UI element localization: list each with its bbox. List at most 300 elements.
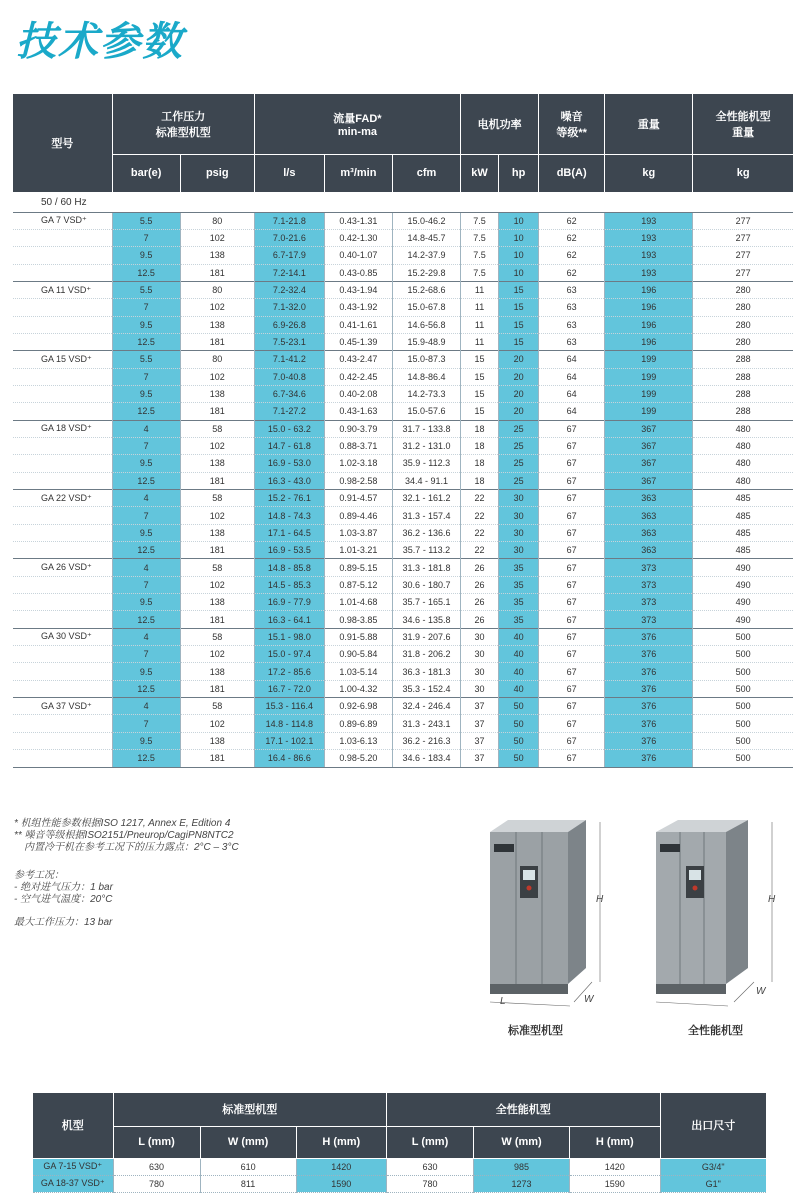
table-cell: 62 xyxy=(539,212,605,229)
table-cell: 31.2 - 131.0 xyxy=(392,437,460,454)
table-cell: 12.5 xyxy=(112,333,180,350)
table-cell: 58 xyxy=(180,628,254,645)
table-cell: 18 xyxy=(461,472,499,489)
table-cell: 7.5-23.1 xyxy=(254,333,324,350)
table-cell: 500 xyxy=(693,698,793,715)
table-cell: 62 xyxy=(539,229,605,246)
table-cell: 16.3 - 64.1 xyxy=(254,611,324,628)
table-cell: 22 xyxy=(461,490,499,507)
table-cell: 9.5 xyxy=(112,732,180,749)
dim-table-cell: 1420 xyxy=(296,1158,386,1175)
dim-table-row xyxy=(33,1158,766,1175)
table-row xyxy=(13,316,793,333)
table-cell: 15.2 - 76.1 xyxy=(254,490,324,507)
model-name-empty xyxy=(13,524,112,541)
unit-header: kg xyxy=(605,154,693,192)
dim-table-cell: G3/4" xyxy=(660,1158,766,1175)
table-cell: 58 xyxy=(180,698,254,715)
table-cell: 62 xyxy=(539,264,605,281)
table-cell: 35.9 - 112.3 xyxy=(392,455,460,472)
table-cell: 15.3 - 116.4 xyxy=(254,698,324,715)
unit-header: dB(A) xyxy=(539,154,605,192)
table-cell: 20 xyxy=(499,403,539,420)
header-noise: 噪音 等级** xyxy=(539,94,605,154)
table-cell: 288 xyxy=(693,368,793,385)
table-cell: 9.5 xyxy=(112,316,180,333)
table-cell: 0.98-3.85 xyxy=(324,611,392,628)
table-cell: 102 xyxy=(180,299,254,316)
table-cell: 67 xyxy=(539,611,605,628)
table-cell: 199 xyxy=(605,351,693,368)
dim-unit-header: W (mm) xyxy=(200,1126,296,1158)
table-cell: 67 xyxy=(539,715,605,732)
table-cell: 25 xyxy=(499,472,539,489)
table-cell: 1.03-6.13 xyxy=(324,732,392,749)
table-cell: 14.8-45.7 xyxy=(392,229,460,246)
table-cell: 0.45-1.39 xyxy=(324,333,392,350)
table-cell: 1.00-4.32 xyxy=(324,680,392,697)
table-cell: 277 xyxy=(693,229,793,246)
dim-unit-header: L (mm) xyxy=(386,1126,473,1158)
header-pressure: 工作压力 标准型机型 xyxy=(112,94,254,154)
table-cell: 12.5 xyxy=(112,611,180,628)
table-cell: 30.6 - 180.7 xyxy=(392,576,460,593)
table-cell: 37 xyxy=(461,698,499,715)
table-cell: 30 xyxy=(461,663,499,680)
unit-header: psig xyxy=(180,154,254,192)
table-cell: 9.5 xyxy=(112,524,180,541)
model-name-empty xyxy=(13,368,112,385)
table-row xyxy=(13,472,793,489)
dim-table-cell: 610 xyxy=(200,1158,296,1175)
label-l: L xyxy=(500,996,506,1007)
model-name: GA 7 VSD⁺ xyxy=(13,212,112,229)
page-title: 技术参数 xyxy=(16,20,184,64)
header-weight: 重量 xyxy=(605,94,693,154)
table-cell: 376 xyxy=(605,750,693,767)
table-cell: 367 xyxy=(605,455,693,472)
table-cell: 0.98-5.20 xyxy=(324,750,392,767)
table-cell: 0.42-2.45 xyxy=(324,368,392,385)
table-cell: 288 xyxy=(693,351,793,368)
table-cell: 196 xyxy=(605,333,693,350)
table-row xyxy=(13,628,793,645)
table-cell: 376 xyxy=(605,628,693,645)
table-cell: 9.5 xyxy=(112,663,180,680)
table-cell: 1.02-3.18 xyxy=(324,455,392,472)
table-cell: 0.41-1.61 xyxy=(324,316,392,333)
table-cell: 0.43-1.94 xyxy=(324,281,392,298)
model-name-empty xyxy=(13,472,112,489)
table-cell: 280 xyxy=(693,316,793,333)
table-cell: 17.2 - 85.6 xyxy=(254,663,324,680)
table-row xyxy=(13,385,793,402)
table-cell: 14.5 - 85.3 xyxy=(254,576,324,593)
table-cell: 181 xyxy=(180,750,254,767)
table-cell: 0.43-2.47 xyxy=(324,351,392,368)
model-name-empty xyxy=(13,385,112,402)
table-cell: 11 xyxy=(461,333,499,350)
table-cell: 7 xyxy=(112,507,180,524)
note-3: 内置冷干机在参考工况下的压力露点：2°C – 3°C xyxy=(24,842,239,853)
table-cell: 0.98-2.58 xyxy=(324,472,392,489)
table-cell: 80 xyxy=(180,212,254,229)
table-cell: 16.3 - 43.0 xyxy=(254,472,324,489)
table-cell: 367 xyxy=(605,420,693,437)
table-cell: 373 xyxy=(605,594,693,611)
table-cell: 138 xyxy=(180,247,254,264)
label-h: H xyxy=(596,894,604,905)
table-cell: 0.89-4.46 xyxy=(324,507,392,524)
ref-2: - 空气进气温度：20°C xyxy=(14,894,113,905)
table-cell: 196 xyxy=(605,316,693,333)
table-cell: 7 xyxy=(112,646,180,663)
table-cell: 31.3 - 243.1 xyxy=(392,715,460,732)
dim-table-cell: 780 xyxy=(113,1175,200,1192)
table-cell: 15.0 - 97.4 xyxy=(254,646,324,663)
table-cell: 50 xyxy=(499,750,539,767)
table-cell: 12.5 xyxy=(112,750,180,767)
table-cell: 7.5 xyxy=(461,264,499,281)
table-cell: 102 xyxy=(180,646,254,663)
table-cell: 15.2-29.8 xyxy=(392,264,460,281)
table-cell: 138 xyxy=(180,316,254,333)
table-cell: 10 xyxy=(499,247,539,264)
table-cell: 15.2-68.6 xyxy=(392,281,460,298)
table-cell: 32.4 - 246.4 xyxy=(392,698,460,715)
table-cell: 67 xyxy=(539,646,605,663)
table-cell: 64 xyxy=(539,351,605,368)
table-cell: 376 xyxy=(605,646,693,663)
table-cell: 0.43-1.63 xyxy=(324,403,392,420)
table-row xyxy=(13,524,793,541)
note-2: ** 噪音等级根据ISO2151/Pneurop/CagiPN8NTC2 xyxy=(14,830,234,841)
table-cell: 10 xyxy=(499,229,539,246)
table-cell: 67 xyxy=(539,732,605,749)
table-cell: 7.1-41.2 xyxy=(254,351,324,368)
table-cell: 500 xyxy=(693,628,793,645)
table-cell: 12.5 xyxy=(112,264,180,281)
table-cell: 12.5 xyxy=(112,403,180,420)
table-cell: 0.40-2.08 xyxy=(324,385,392,402)
table-cell: 0.89-5.15 xyxy=(324,559,392,576)
full-feature-machine-image xyxy=(648,818,788,1008)
dim-table-cell: G1" xyxy=(660,1175,766,1192)
table-cell: 485 xyxy=(693,542,793,559)
table-cell: 67 xyxy=(539,490,605,507)
table-row xyxy=(13,212,793,229)
table-cell: 36.3 - 181.3 xyxy=(392,663,460,680)
table-cell: 15.0 - 63.2 xyxy=(254,420,324,437)
dimension-table xyxy=(33,1093,766,1193)
table-cell: 0.89-6.89 xyxy=(324,715,392,732)
table-cell: 480 xyxy=(693,437,793,454)
model-name-empty xyxy=(13,750,112,767)
table-cell: 64 xyxy=(539,368,605,385)
dim-header-outlet: 出口尺寸 xyxy=(660,1093,766,1158)
unit-header: m³/min xyxy=(324,154,392,192)
table-row xyxy=(13,229,793,246)
model-name-empty xyxy=(13,403,112,420)
table-row xyxy=(13,368,793,385)
model-name-empty xyxy=(13,594,112,611)
table-row xyxy=(13,594,793,611)
table-cell: 373 xyxy=(605,559,693,576)
unit-header: l/s xyxy=(254,154,324,192)
table-cell: 15 xyxy=(499,316,539,333)
dim-unit-header: W (mm) xyxy=(474,1126,570,1158)
table-cell: 485 xyxy=(693,524,793,541)
model-name: GA 18 VSD⁺ xyxy=(13,420,112,437)
table-cell: 15.0-67.8 xyxy=(392,299,460,316)
table-row xyxy=(13,576,793,593)
table-cell: 26 xyxy=(461,576,499,593)
table-cell: 485 xyxy=(693,490,793,507)
table-cell: 7.1-27.2 xyxy=(254,403,324,420)
table-cell: 500 xyxy=(693,663,793,680)
table-cell: 67 xyxy=(539,542,605,559)
table-cell: 138 xyxy=(180,524,254,541)
dim-table-cell: 1273 xyxy=(474,1175,570,1192)
table-cell: 6.9-26.8 xyxy=(254,316,324,333)
table-cell: 0.92-6.98 xyxy=(324,698,392,715)
table-cell: 14.8 - 74.3 xyxy=(254,507,324,524)
label-h-2: H xyxy=(768,894,776,905)
label-w-2: W xyxy=(756,986,766,997)
table-cell: 67 xyxy=(539,750,605,767)
table-cell: 485 xyxy=(693,507,793,524)
table-cell: 181 xyxy=(180,472,254,489)
table-cell: 376 xyxy=(605,732,693,749)
standard-caption: 标准型机型 xyxy=(508,1025,563,1037)
table-cell: 6.7-17.9 xyxy=(254,247,324,264)
model-name-empty xyxy=(13,299,112,316)
dim-table-cell: 985 xyxy=(474,1158,570,1175)
table-cell: 25 xyxy=(499,437,539,454)
table-cell: 20 xyxy=(499,351,539,368)
table-cell: 363 xyxy=(605,542,693,559)
table-cell: 193 xyxy=(605,247,693,264)
table-cell: 0.42-1.30 xyxy=(324,229,392,246)
table-row xyxy=(13,281,793,298)
table-cell: 40 xyxy=(499,646,539,663)
model-name-empty xyxy=(13,333,112,350)
table-cell: 63 xyxy=(539,281,605,298)
dim-unit-header: L (mm) xyxy=(113,1126,200,1158)
table-cell: 373 xyxy=(605,611,693,628)
table-cell: 193 xyxy=(605,212,693,229)
reference-conditions xyxy=(14,870,113,906)
model-name: GA 11 VSD⁺ xyxy=(13,281,112,298)
table-cell: 80 xyxy=(180,281,254,298)
table-cell: 15 xyxy=(499,299,539,316)
model-name: GA 22 VSD⁺ xyxy=(13,490,112,507)
table-cell: 480 xyxy=(693,472,793,489)
table-cell: 1.03-3.87 xyxy=(324,524,392,541)
table-cell: 67 xyxy=(539,524,605,541)
table-cell: 4 xyxy=(112,698,180,715)
table-cell: 25 xyxy=(499,420,539,437)
table-cell: 4 xyxy=(112,420,180,437)
table-cell: 0.90-3.79 xyxy=(324,420,392,437)
table-row xyxy=(13,333,793,350)
table-row xyxy=(13,680,793,697)
table-cell: 7.1-32.0 xyxy=(254,299,324,316)
note-1: * 机组性能参数根据ISO 1217, Annex E, Edition 4 xyxy=(14,818,231,829)
model-name-empty xyxy=(13,611,112,628)
unit-header: kg xyxy=(693,154,793,192)
table-cell: 34.6 - 183.4 xyxy=(392,750,460,767)
table-cell: 367 xyxy=(605,472,693,489)
table-cell: 181 xyxy=(180,542,254,559)
table-row xyxy=(13,507,793,524)
table-cell: 40 xyxy=(499,680,539,697)
table-cell: 63 xyxy=(539,333,605,350)
table-cell: 280 xyxy=(693,333,793,350)
table-cell: 26 xyxy=(461,611,499,628)
table-cell: 17.1 - 102.1 xyxy=(254,732,324,749)
table-cell: 18 xyxy=(461,455,499,472)
table-cell: 30 xyxy=(499,507,539,524)
dim-model-name: GA 7-15 VSD⁺ xyxy=(33,1158,113,1175)
table-row xyxy=(13,611,793,628)
table-cell: 35 xyxy=(499,559,539,576)
table-cell: 67 xyxy=(539,559,605,576)
table-cell: 480 xyxy=(693,455,793,472)
table-cell: 31.9 - 207.6 xyxy=(392,628,460,645)
header-power: 电机功率 xyxy=(461,94,539,154)
table-cell: 102 xyxy=(180,715,254,732)
table-cell: 9.5 xyxy=(112,385,180,402)
table-cell: 22 xyxy=(461,507,499,524)
model-name: GA 37 VSD⁺ xyxy=(13,698,112,715)
table-row xyxy=(13,247,793,264)
table-cell: 363 xyxy=(605,490,693,507)
table-cell: 25 xyxy=(499,455,539,472)
table-cell: 376 xyxy=(605,663,693,680)
table-cell: 376 xyxy=(605,698,693,715)
table-cell: 181 xyxy=(180,403,254,420)
dim-table-cell: 1590 xyxy=(570,1175,660,1192)
table-cell: 376 xyxy=(605,680,693,697)
table-cell: 376 xyxy=(605,715,693,732)
table-cell: 16.9 - 53.5 xyxy=(254,542,324,559)
table-cell: 138 xyxy=(180,385,254,402)
table-cell: 0.91-5.88 xyxy=(324,628,392,645)
table-cell: 0.40-1.07 xyxy=(324,247,392,264)
table-cell: 280 xyxy=(693,281,793,298)
dim-table-cell: 630 xyxy=(386,1158,473,1175)
table-cell: 181 xyxy=(180,333,254,350)
full-feature-caption: 全性能机型 xyxy=(688,1025,743,1037)
table-cell: 14.8-86.4 xyxy=(392,368,460,385)
table-cell: 15 xyxy=(461,368,499,385)
table-cell: 181 xyxy=(180,264,254,281)
header-ff-weight: 全性能机型 重量 xyxy=(693,94,793,154)
table-cell: 490 xyxy=(693,594,793,611)
table-cell: 67 xyxy=(539,437,605,454)
table-cell: 500 xyxy=(693,680,793,697)
table-cell: 193 xyxy=(605,264,693,281)
table-cell: 34.6 - 135.8 xyxy=(392,611,460,628)
table-cell: 0.90-5.84 xyxy=(324,646,392,663)
dim-table-cell: 630 xyxy=(113,1158,200,1175)
table-cell: 58 xyxy=(180,559,254,576)
table-cell: 0.43-1.92 xyxy=(324,299,392,316)
table-cell: 12.5 xyxy=(112,680,180,697)
table-cell: 31.7 - 133.8 xyxy=(392,420,460,437)
table-cell: 16.7 - 72.0 xyxy=(254,680,324,697)
table-cell: 9.5 xyxy=(112,247,180,264)
table-cell: 7 xyxy=(112,715,180,732)
table-cell: 363 xyxy=(605,507,693,524)
table-cell: 11 xyxy=(461,281,499,298)
table-cell: 37 xyxy=(461,715,499,732)
table-row xyxy=(13,663,793,680)
table-row xyxy=(13,299,793,316)
table-cell: 5.5 xyxy=(112,351,180,368)
table-cell: 40 xyxy=(499,628,539,645)
table-cell: 35.7 - 113.2 xyxy=(392,542,460,559)
table-row xyxy=(13,351,793,368)
table-row xyxy=(13,490,793,507)
dim-table-cell: 780 xyxy=(386,1175,473,1192)
table-cell: 16.4 - 86.6 xyxy=(254,750,324,767)
ref-title: 参考工况： xyxy=(14,870,64,881)
table-cell: 7.2-32.4 xyxy=(254,281,324,298)
table-cell: 30 xyxy=(499,490,539,507)
table-cell: 199 xyxy=(605,368,693,385)
table-cell: 31.8 - 206.2 xyxy=(392,646,460,663)
table-cell: 363 xyxy=(605,524,693,541)
table-cell: 102 xyxy=(180,507,254,524)
table-cell: 30 xyxy=(461,680,499,697)
table-cell: 14.8 - 114.8 xyxy=(254,715,324,732)
dim-model-name: GA 18-37 VSD⁺ xyxy=(33,1175,113,1192)
table-cell: 18 xyxy=(461,420,499,437)
table-cell: 6.7-34.6 xyxy=(254,385,324,402)
model-name-empty xyxy=(13,264,112,281)
table-cell: 367 xyxy=(605,437,693,454)
table-cell: 31.3 - 181.8 xyxy=(392,559,460,576)
model-name-empty xyxy=(13,646,112,663)
dim-table-cell: 811 xyxy=(200,1175,296,1192)
table-cell: 67 xyxy=(539,420,605,437)
table-cell: 36.2 - 216.3 xyxy=(392,732,460,749)
model-name-empty xyxy=(13,247,112,264)
table-cell: 50 xyxy=(499,698,539,715)
label-w: W xyxy=(584,994,594,1005)
table-cell: 22 xyxy=(461,542,499,559)
table-cell: 102 xyxy=(180,368,254,385)
table-cell: 4 xyxy=(112,490,180,507)
table-row xyxy=(13,732,793,749)
table-cell: 30 xyxy=(461,628,499,645)
table-cell: 35.3 - 152.4 xyxy=(392,680,460,697)
table-cell: 196 xyxy=(605,281,693,298)
table-cell: 193 xyxy=(605,229,693,246)
header-flow: 流量FAD* min-ma xyxy=(254,94,460,154)
table-cell: 4 xyxy=(112,628,180,645)
table-cell: 50 xyxy=(499,732,539,749)
table-cell: 138 xyxy=(180,455,254,472)
table-cell: 7 xyxy=(112,437,180,454)
table-cell: 17.1 - 64.5 xyxy=(254,524,324,541)
table-cell: 31.3 - 157.4 xyxy=(392,507,460,524)
table-cell: 9.5 xyxy=(112,455,180,472)
model-name: GA 26 VSD⁺ xyxy=(13,559,112,576)
table-cell: 16.9 - 77.9 xyxy=(254,594,324,611)
